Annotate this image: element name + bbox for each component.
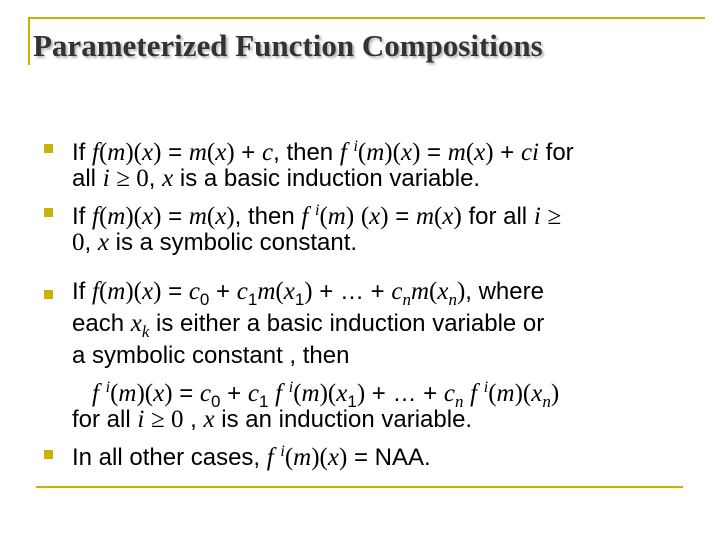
- bullet-3-line-2: each $x_k$ is either a basic induction variable or: [72, 310, 545, 341]
- bullet-3-line-5: for all i ≥ 0 , x is an induction variable.: [72, 406, 473, 433]
- bullet-3-line-3: a symbolic constant , then: [72, 342, 350, 369]
- bullet-1-line-2: all i ≥ 0, x is a basic induction variable.: [72, 165, 481, 192]
- bullet-3-line-1: If $f(m)(x) = c_0 + c_1m(x_1)$ + … + $c_nm(x_n)$, where: [72, 278, 544, 309]
- bullet-2-line-1: If f(m)(x) = m(x), then f $^i$(m) (x) = m(x) for all i ≥: [72, 202, 562, 230]
- slide-title: Parameterized Function Compositions: [33, 28, 543, 63]
- bullet-marker-2: [44, 208, 53, 217]
- bullet-marker-1: [44, 144, 53, 153]
- bullet-marker-3: [44, 290, 53, 299]
- left-rule: [28, 17, 30, 65]
- bullet-3-line-4: f $^i(m)(x) = c_0 + c_1$ f $^i(m)(x_1)$ + … + $c_n$ f $^i(m)(x_n)$: [92, 379, 560, 411]
- bullet-4-line-1: In all other cases, f $^i$(m)(x) = NAA.: [72, 443, 431, 471]
- bullet-1-line-1: If f(m)(x) = m(x) + c, then f $^i$(m)(x) = m(x) + ci for: [72, 138, 574, 166]
- bullet-marker-4: [44, 450, 53, 459]
- bullet-2-line-2: 0, x is a symbolic constant.: [72, 229, 358, 256]
- bottom-rule: [36, 486, 683, 488]
- top-rule: [28, 17, 705, 19]
